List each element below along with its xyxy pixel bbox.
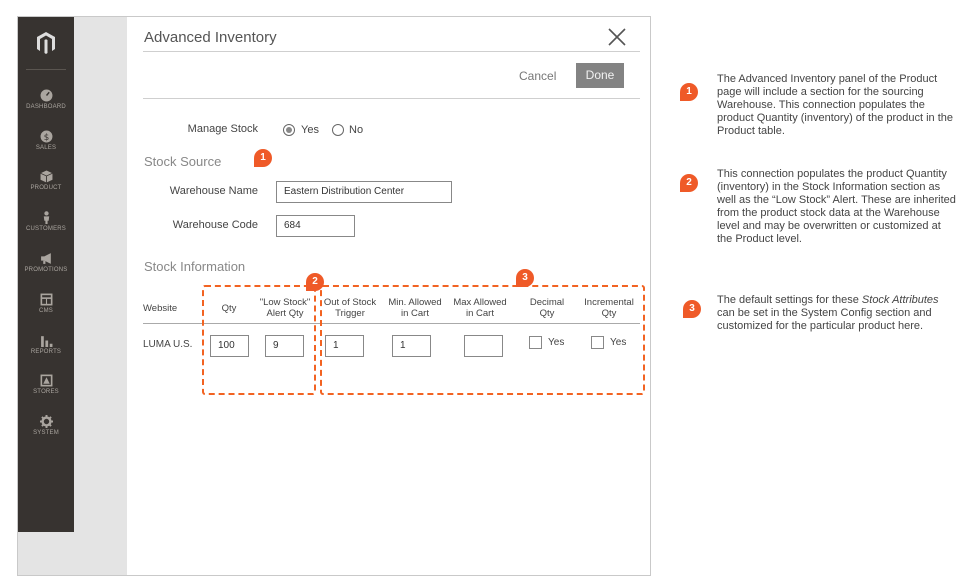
dollar-icon xyxy=(40,130,53,143)
stock-information-title: Stock Information xyxy=(144,259,246,274)
sidebar-divider xyxy=(26,69,66,70)
manage-stock-label: Manage Stock xyxy=(187,123,258,135)
column-header-qty: Qty xyxy=(221,303,237,314)
nav-promotions[interactable] xyxy=(18,252,74,273)
note-3-text-emphasis: Stock Attributes xyxy=(861,294,939,306)
cancel-button[interactable]: Cancel xyxy=(519,69,557,83)
store-icon xyxy=(40,374,53,387)
nav-label: DASHBOARD xyxy=(26,104,66,110)
nav-system[interactable] xyxy=(18,415,74,436)
nav-cms[interactable] xyxy=(18,293,74,314)
nav-customers[interactable] xyxy=(18,211,74,232)
column-header-incremental-qty: Incremental Qty xyxy=(584,297,634,319)
svg-text:$: $ xyxy=(43,132,49,143)
note-3-text-before: The default settings for these xyxy=(717,294,862,306)
note-3 xyxy=(717,294,957,333)
close-icon[interactable] xyxy=(606,26,628,48)
manage-stock-no-radio[interactable] xyxy=(332,124,344,136)
callout-badge-3: 3 xyxy=(516,269,534,287)
column-header-decimal-qty: Decimal Qty xyxy=(529,297,565,319)
divider xyxy=(143,51,640,52)
cube-icon xyxy=(40,170,53,183)
nav-label: STORES xyxy=(33,389,59,395)
manage-stock-no-label: No xyxy=(349,124,364,136)
column-header-min-allowed: Min. Allowed in Cart xyxy=(388,297,442,319)
divider xyxy=(143,98,640,99)
callout-badge-1: 1 xyxy=(254,149,272,167)
megaphone-icon xyxy=(40,252,53,265)
admin-sidebar xyxy=(18,17,74,532)
note-1: The Advanced Inventory panel of the Product page will include a section for the sourcing Warehouse. This connection populates the product Quantity (inventory) of the product in the Product table. xyxy=(717,73,954,137)
person-icon xyxy=(40,211,53,224)
note-badge-3: 3 xyxy=(683,300,701,318)
column-header-max-allowed: Max Allowed in Cart xyxy=(453,297,507,319)
layout-icon xyxy=(40,293,53,306)
note-2: This connection populates the product Quantity (inventory) in the Stock Information section as well as the “Low Stock” Alert. These are inherited from the product stock data at the Warehouse level and may be overwritten or customized at the Product level. xyxy=(717,168,956,245)
warehouse-code-label: Warehouse Code xyxy=(172,219,258,231)
warehouse-code-field[interactable]: 684 xyxy=(276,215,355,237)
nav-reports[interactable] xyxy=(18,334,74,355)
warehouse-name-label: Warehouse Name xyxy=(169,185,258,197)
out-of-stock-trigger-field[interactable]: 1 xyxy=(325,335,364,357)
column-header-low-stock-alert: "Low Stock" Alert Qty xyxy=(259,297,311,319)
magento-logo-icon xyxy=(36,31,56,55)
nav-dashboard[interactable] xyxy=(18,89,74,110)
note-3-text-after: can be set in the System Config section and customized for the particular product here. xyxy=(717,307,932,332)
decimal-qty-label: Yes xyxy=(548,337,565,348)
callout-badge-2: 2 xyxy=(306,273,324,291)
manage-stock-yes-label: Yes xyxy=(301,124,319,136)
low-stock-alert-field[interactable]: 9 xyxy=(265,335,304,357)
note-badge-2: 2 xyxy=(680,174,698,192)
row-website: LUMA U.S. xyxy=(143,339,193,350)
note-badge-1: 1 xyxy=(680,83,698,101)
nav-label: SYSTEM xyxy=(33,430,59,436)
nav-label: CUSTOMERS xyxy=(25,226,67,232)
manage-stock-yes-radio[interactable] xyxy=(283,124,295,136)
highlight-box-3 xyxy=(320,285,645,395)
column-header-out-of-stock-trigger: Out of Stock Trigger xyxy=(323,297,377,319)
gear-icon xyxy=(40,415,53,428)
highlight-box-2 xyxy=(202,285,316,395)
nav-label: REPORTS xyxy=(30,349,62,355)
nav-label: CMS xyxy=(39,308,53,314)
done-button[interactable]: Done xyxy=(576,63,624,88)
nav-sales[interactable] xyxy=(18,130,74,151)
nav-label: PRODUCT xyxy=(30,185,62,191)
dashboard-icon xyxy=(40,89,53,102)
bar-chart-icon xyxy=(40,334,53,347)
nav-product[interactable] xyxy=(18,170,74,191)
panel-title: Advanced Inventory xyxy=(144,29,277,46)
nav-label: SALES xyxy=(35,145,57,151)
incremental-qty-label: Yes xyxy=(610,337,627,348)
stock-source-title: Stock Source xyxy=(144,154,222,169)
qty-field[interactable]: 100 xyxy=(210,335,249,357)
min-allowed-field[interactable]: 1 xyxy=(392,335,431,357)
nav-label: PROMOTIONS xyxy=(24,267,68,273)
warehouse-name-field[interactable]: Eastern Distribution Center xyxy=(276,181,452,203)
column-header-website: Website xyxy=(143,303,178,314)
nav-stores[interactable] xyxy=(18,374,74,395)
